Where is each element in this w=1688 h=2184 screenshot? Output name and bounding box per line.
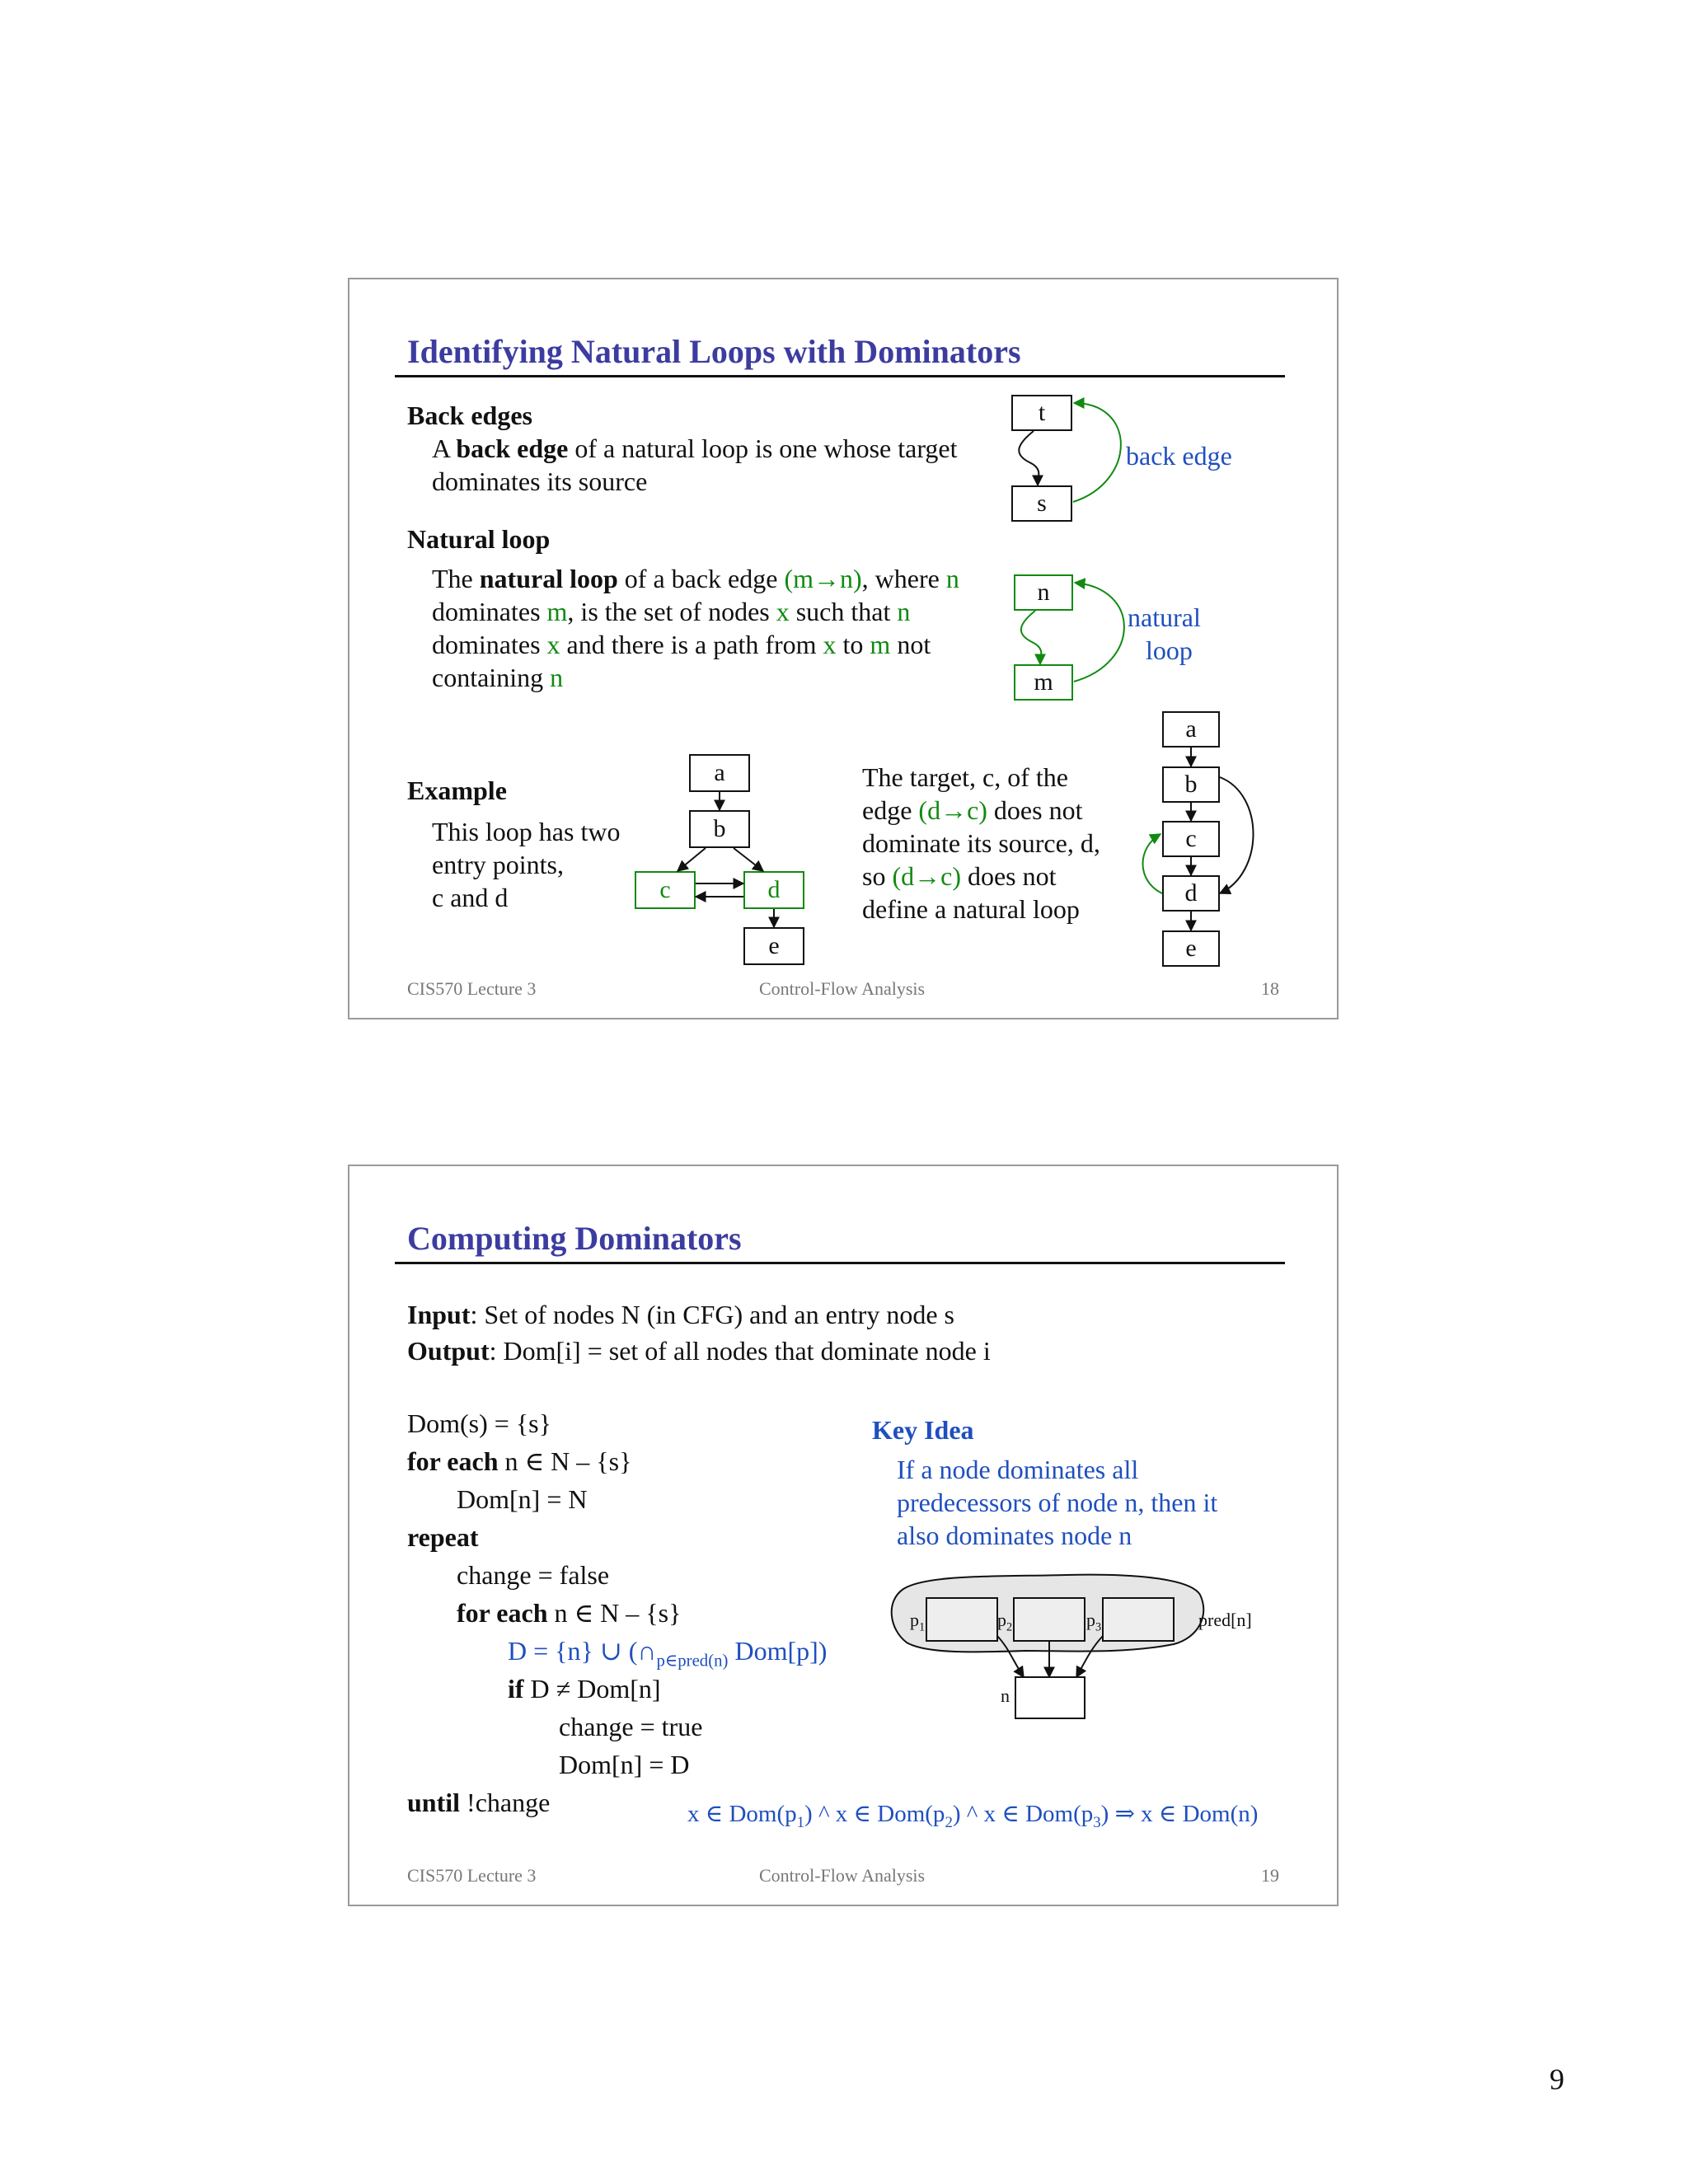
- key-idea-heading: Key Idea: [872, 1415, 974, 1445]
- natural-loop-label-1: natural: [1128, 602, 1201, 632]
- explanation-line-3: dominate its source, d,: [862, 828, 1100, 858]
- p2-label: $p_2$: [997, 1610, 1013, 1634]
- natural-loop-heading: Natural loop: [407, 524, 551, 554]
- example-line-2: entry points,: [432, 850, 564, 879]
- example-node-a: a: [689, 754, 750, 792]
- slide-19: [348, 1165, 1339, 1906]
- algo-line-2: for each n ∈ N – {s}: [407, 1446, 632, 1476]
- algo-line-7: D = {n} ∪ ($\cap_{p\in pred(n)}$ Dom[p]): [508, 1636, 828, 1671]
- algo-line-8: if D ≠ Dom[n]: [508, 1674, 661, 1704]
- chain-edge-d-to-c: [1142, 834, 1162, 893]
- example-node-b: b: [689, 810, 750, 848]
- example-node-d: d: [743, 871, 804, 909]
- chain-edge-b-to-d: [1220, 777, 1254, 893]
- page-number: 9: [1550, 2063, 1564, 2096]
- chain-node-e: e: [1162, 930, 1220, 967]
- algo-line-10: Dom[n] = D: [559, 1750, 690, 1779]
- algo-line-11: until !change: [407, 1788, 551, 1817]
- p1-label: $p_1$: [910, 1610, 926, 1634]
- pred-n-label: pred[n]: [1198, 1610, 1252, 1630]
- explanation-line-2: edge (d→c) does not: [862, 795, 1083, 825]
- slide-18-edges: [349, 279, 1339, 1021]
- edge-b-to-d: [734, 848, 763, 871]
- key-idea-line-2: predecessors of node n, then it: [897, 1488, 1218, 1517]
- example-heading: Example: [407, 776, 507, 805]
- slide-18: [348, 278, 1339, 1019]
- node-m: m: [1014, 664, 1073, 701]
- edge-n-to-m: [1021, 611, 1042, 664]
- algo-line-6: for each n ∈ N – {s}: [457, 1598, 682, 1628]
- explanation-line-5: define a natural loop: [862, 894, 1080, 924]
- natural-loop-line-4: containing n: [432, 663, 564, 692]
- output-line: Output: Dom[i] = set of all nodes that dominate node i: [407, 1336, 991, 1366]
- key-idea-line-3: also dominates node n: [897, 1521, 1132, 1550]
- example-node-e: e: [743, 927, 804, 965]
- explanation-line-1: The target, c, of the: [862, 762, 1068, 792]
- example-line-1: This loop has two: [432, 817, 621, 846]
- natural-loop-line-1: The natural loop of a back edge (m→n), where n: [432, 564, 959, 593]
- n-box: [1015, 1677, 1085, 1718]
- node-n: n: [1014, 574, 1073, 611]
- footer-left: CIS570 Lecture 3: [407, 1865, 537, 1886]
- algo-line-9: change = true: [559, 1712, 703, 1741]
- edge-t-to-s: [1019, 431, 1039, 485]
- node-t: t: [1011, 395, 1072, 431]
- algo-line-5: change = false: [457, 1560, 610, 1590]
- back-edges-heading: Back edges: [407, 401, 532, 430]
- p1-box: [926, 1598, 997, 1641]
- dominance-formula: x ∈ $Dom(p_1)$ ^ x ∈ $Dom(p_2)$ ^ x ∈ $Dom(p_3)$ ⇒ x ∈ Dom(n): [687, 1801, 1259, 1831]
- back-edge-arrow: [1073, 403, 1121, 502]
- key-idea-line-1: If a node dominates all: [897, 1455, 1139, 1484]
- chain-node-d: d: [1162, 875, 1220, 912]
- n-label: n: [1001, 1685, 1010, 1706]
- p3-label: $p_3$: [1086, 1610, 1102, 1634]
- edge-b-to-c: [678, 848, 706, 871]
- footer-center: Control-Flow Analysis: [759, 978, 926, 999]
- chain-node-b: b: [1162, 766, 1220, 803]
- example-node-c: c: [635, 871, 696, 909]
- footer-page: 18: [1261, 978, 1279, 999]
- natural-loop-label-2: loop: [1146, 635, 1193, 665]
- input-line: Input: Set of nodes N (in CFG) and an entry node s: [407, 1300, 954, 1329]
- chain-node-c: c: [1162, 821, 1220, 857]
- chain-node-a: a: [1162, 711, 1220, 748]
- example-line-3: c and d: [432, 883, 509, 912]
- algo-line-3: Dom[n] = N: [457, 1484, 588, 1514]
- back-edges-line-2: dominates its source: [432, 466, 648, 496]
- back-edge-label: back edge: [1126, 441, 1232, 471]
- algo-line-1: Dom(s) = {s}: [407, 1408, 551, 1438]
- pred-diagram: [349, 1166, 1339, 1908]
- footer-center: Control-Flow Analysis: [759, 1865, 926, 1886]
- algo-line-4: repeat: [407, 1522, 479, 1552]
- natural-loop-line-3: dominates x and there is a path from x to m not: [432, 630, 931, 659]
- node-s: s: [1011, 485, 1072, 522]
- footer-page: 19: [1261, 1865, 1279, 1886]
- explanation-line-4: so (d→c) does not: [862, 861, 1057, 891]
- p2-box: [1014, 1598, 1085, 1641]
- slide-title: Identifying Natural Loops with Dominators: [407, 333, 1021, 370]
- footer-left: CIS570 Lecture 3: [407, 978, 537, 999]
- slide-title: Computing Dominators: [407, 1220, 742, 1257]
- natural-loop-line-2: dominates m, is the set of nodes x such that n: [432, 597, 911, 626]
- back-edges-line-1: A back edge of a natural loop is one whose target: [432, 434, 958, 463]
- p3-box: [1103, 1598, 1174, 1641]
- natural-loop-arrow: [1074, 583, 1124, 682]
